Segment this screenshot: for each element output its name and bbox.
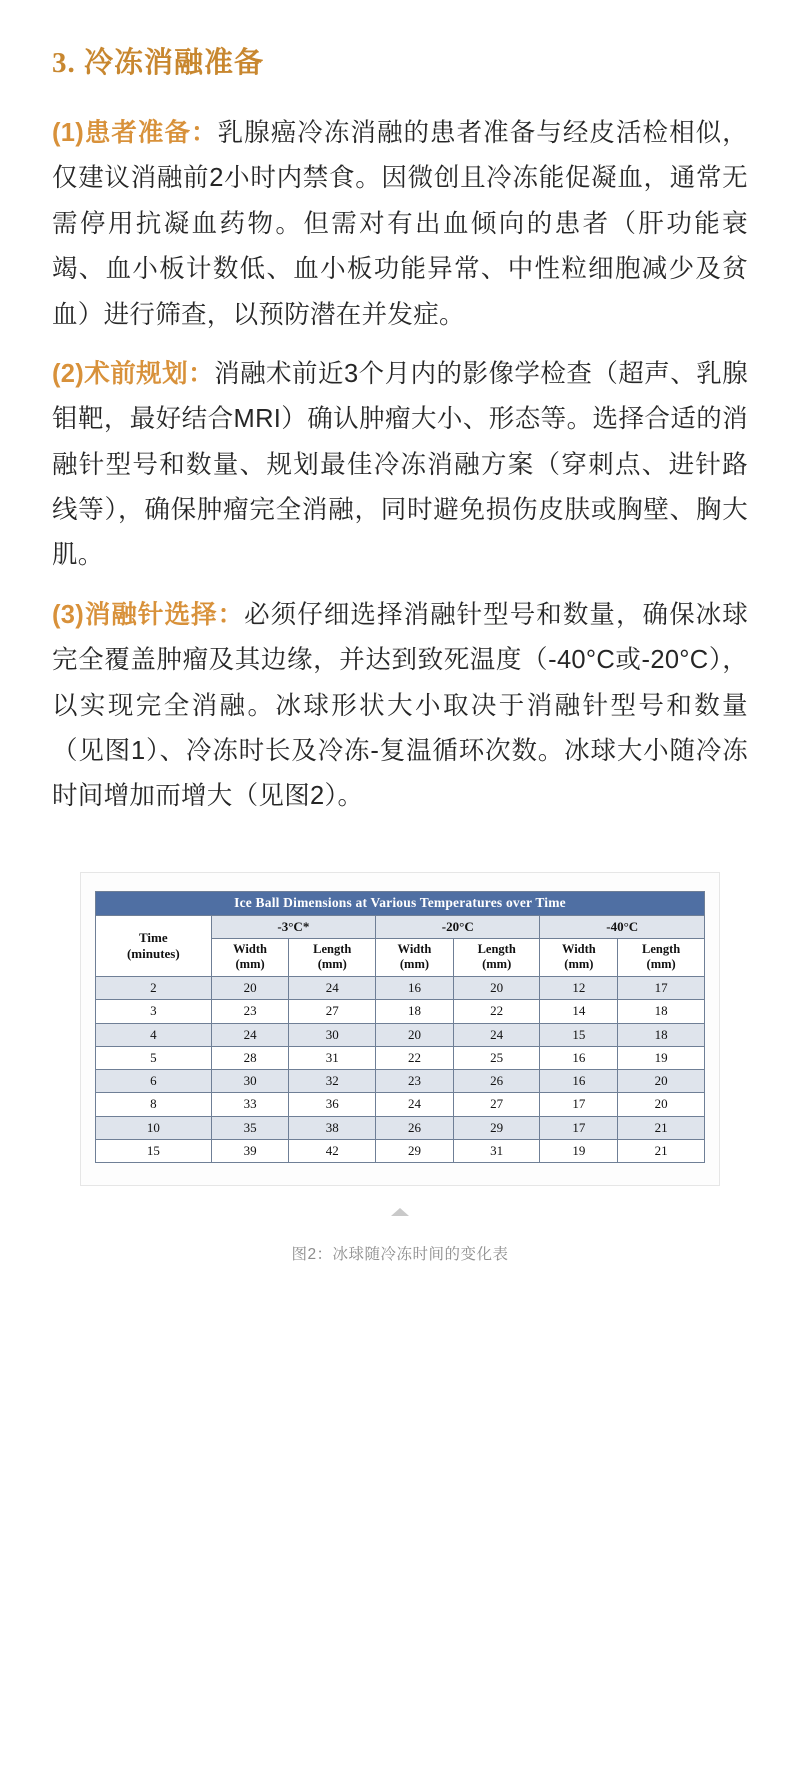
cell-time: 8 — [96, 1093, 212, 1116]
cell-value: 16 — [540, 1046, 618, 1069]
cell-time: 10 — [96, 1116, 212, 1139]
sub-header-cell — [211, 938, 289, 976]
cell-time: 2 — [96, 977, 212, 1000]
cell-value: 26 — [453, 1070, 540, 1093]
table-group-header-row — [96, 915, 705, 938]
cell-value: 38 — [289, 1116, 376, 1139]
paragraph-lead-1: (1)患者准备： — [52, 119, 218, 147]
cell-value: 22 — [453, 1000, 540, 1023]
cell-time: 3 — [96, 1000, 212, 1023]
table-corner-cell — [96, 915, 212, 977]
table-title-row — [96, 891, 705, 915]
paragraph-body-3: 必须仔细选择消融针型号和数量，确保冰球完全覆盖肿瘤及其边缘，并达到致死温度（-40°C或-20°C），以实现完全消融。冰球形状大小取决于消融针型号和数量（见图1）、冷冻时长及冷冻-复温循环次数。冰球大小随冷冻时间增加而增大（见图2）。 — [52, 600, 748, 811]
caret-up-icon — [391, 1208, 409, 1216]
sub-header-line2: (mm) — [317, 957, 347, 972]
sub-header-line1: Width — [561, 941, 596, 956]
cell-value: 18 — [376, 1000, 454, 1023]
cell-value: 20 — [453, 977, 540, 1000]
sub-header-line2: (mm) — [482, 957, 512, 972]
table-title: Ice Ball Dimensions at Various Temperatures over Time — [96, 891, 705, 915]
cell-value: 20 — [376, 1023, 454, 1046]
cell-value: 24 — [376, 1093, 454, 1116]
cell-value: 24 — [453, 1023, 540, 1046]
cell-value: 23 — [376, 1070, 454, 1093]
sub-header-line1: Width — [233, 941, 267, 956]
cell-value: 16 — [376, 977, 454, 1000]
cell-value: 29 — [376, 1139, 454, 1162]
sub-header-line2: (mm) — [399, 957, 430, 972]
page-title: 3. 冷冻消融准备 — [52, 47, 265, 79]
paragraph-lead-2: (2)术前规划： — [52, 359, 215, 388]
figure-block — [52, 872, 748, 1264]
table-row — [96, 1023, 705, 1046]
cell-value: 33 — [211, 1093, 289, 1116]
cell-value: 30 — [211, 1070, 289, 1093]
cell-value: 14 — [540, 1000, 618, 1023]
group-header-minus40: -40°C — [540, 915, 705, 938]
table-row — [96, 1116, 705, 1139]
cell-value: 21 — [618, 1139, 705, 1162]
cell-value: 21 — [618, 1116, 705, 1139]
cell-value: 17 — [540, 1116, 618, 1139]
figure-caption: 图2：冰球随冷冻时间的变化表 — [291, 1246, 509, 1263]
cell-value: 42 — [289, 1139, 376, 1162]
cell-value: 18 — [618, 1000, 705, 1023]
cell-value: 29 — [453, 1116, 540, 1139]
sub-header-cell — [376, 938, 454, 976]
paragraph-body-2: 消融术前近3个月内的影像学检查（超声、乳腺钼靶，最好结合MRI）确认肿瘤大小、形态等。选择合适的消融针型号和数量、规划最佳冷冻消融方案（穿刺点、进针路线等），确保肿瘤完全消融，同时避免损伤皮肤或胸壁、胸大肌。 — [52, 359, 748, 570]
group-header-minus20: -20°C — [376, 915, 540, 938]
paragraph-body-1: 乳腺癌冷冻消融的患者准备与经皮活检相似，仅建议消融前2小时内禁食。因微创且冷冻能促凝血，通常无需停用抗凝血药物。但需对有出血倾向的患者（肝功能衰竭、血小板计数低、血小板功能异常、中性粒细胞减少及贫血）进行筛查，以预防潜在并发症。 — [52, 119, 748, 329]
cell-value: 28 — [211, 1046, 289, 1069]
cell-time: 5 — [96, 1046, 212, 1069]
sub-header-cell — [540, 938, 618, 976]
paragraph-lead-3: (3)消融针选择： — [52, 600, 245, 629]
sub-header-line1: Width — [397, 941, 432, 956]
sub-header-line2: (mm) — [564, 957, 594, 972]
cell-value: 20 — [618, 1070, 705, 1093]
cell-value: 27 — [453, 1093, 540, 1116]
corner-label-line2: (minutes) — [126, 945, 180, 961]
table-row — [96, 1139, 705, 1162]
cell-value: 32 — [289, 1070, 376, 1093]
cell-time: 15 — [96, 1139, 212, 1162]
corner-label-line1: Time — [139, 929, 168, 945]
cell-value: 17 — [618, 977, 705, 1000]
cell-value: 23 — [211, 1000, 289, 1023]
cell-value: 30 — [289, 1023, 376, 1046]
sub-header-cell — [453, 938, 540, 976]
paragraph-preoperative-planning — [52, 352, 748, 579]
table-row — [96, 1093, 705, 1116]
cell-time: 4 — [96, 1023, 212, 1046]
cell-time: 6 — [96, 1070, 212, 1093]
cell-value: 18 — [618, 1023, 705, 1046]
table-row — [96, 1046, 705, 1069]
cell-value: 20 — [618, 1093, 705, 1116]
cell-value: 20 — [211, 977, 289, 1000]
sub-header-cell — [618, 938, 705, 976]
table-row — [96, 1070, 705, 1093]
sub-header-cell — [289, 938, 376, 976]
sub-header-line1: Length — [477, 941, 516, 956]
sub-header-line2: (mm) — [646, 957, 676, 972]
cell-value: 39 — [211, 1139, 289, 1162]
sub-header-line1: Length — [313, 941, 352, 956]
cell-value: 24 — [211, 1023, 289, 1046]
cell-value: 16 — [540, 1070, 618, 1093]
cell-value: 36 — [289, 1093, 376, 1116]
ice-ball-table — [95, 891, 705, 1163]
cell-value: 27 — [289, 1000, 376, 1023]
table-row — [96, 977, 705, 1000]
cell-value: 22 — [376, 1046, 454, 1069]
cell-value: 24 — [289, 977, 376, 1000]
group-header-minus3: -3°C* — [211, 915, 375, 938]
paragraph-probe-selection — [52, 593, 748, 820]
cell-value: 17 — [540, 1093, 618, 1116]
table-row — [96, 1000, 705, 1023]
cell-value: 35 — [211, 1116, 289, 1139]
cell-value: 19 — [540, 1139, 618, 1162]
cell-value: 15 — [540, 1023, 618, 1046]
cell-value: 26 — [376, 1116, 454, 1139]
sub-header-line1: Length — [642, 941, 681, 956]
cell-value: 31 — [453, 1139, 540, 1162]
cell-value: 12 — [540, 977, 618, 1000]
ice-ball-table-card — [80, 872, 720, 1186]
paragraph-patient-preparation — [52, 111, 748, 338]
sub-header-line2: (mm) — [235, 957, 265, 972]
cell-value: 31 — [289, 1046, 376, 1069]
cell-value: 25 — [453, 1046, 540, 1069]
cell-value: 19 — [618, 1046, 705, 1069]
